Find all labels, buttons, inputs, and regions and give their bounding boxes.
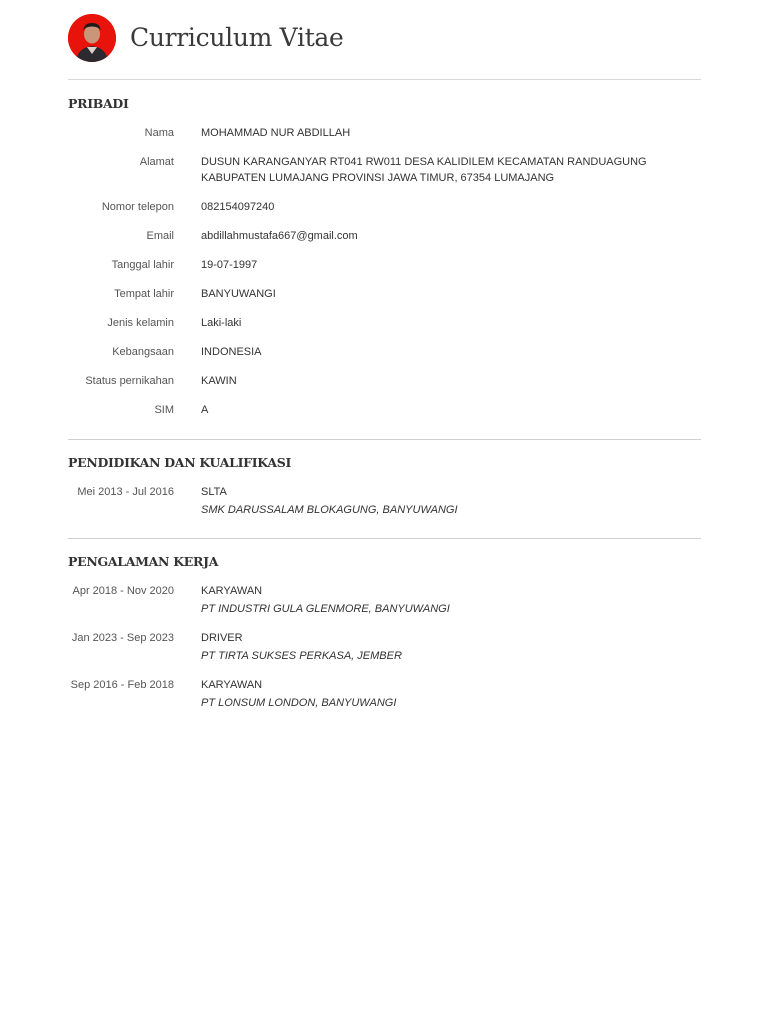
field-value: KAWIN bbox=[201, 375, 237, 387]
section-title-pribadi: PRIBADI bbox=[68, 96, 129, 111]
avatar bbox=[68, 14, 116, 62]
field-label: Kebangsaan bbox=[112, 346, 174, 358]
profile-photo-icon bbox=[68, 14, 116, 62]
section-title-pendidikan: PENDIDIKAN DAN KUALIFIKASI bbox=[68, 455, 291, 470]
education-entry bbox=[68, 484, 701, 518]
entry-details bbox=[201, 583, 671, 617]
field-row-kebangsaan bbox=[68, 344, 701, 360]
field-label: Tempat lahir bbox=[114, 288, 174, 300]
section-pendidikan bbox=[68, 440, 701, 539]
field-value: MOHAMMAD NUR ABDILLAH bbox=[201, 127, 351, 139]
section-title-pengalaman: PENGALAMAN KERJA bbox=[68, 554, 219, 569]
field-row-tempat-lahir bbox=[68, 286, 701, 302]
field-label: SIM bbox=[154, 404, 174, 416]
field-value: 19-07-1997 bbox=[201, 259, 258, 271]
entry-period: Sep 2016 - Feb 2018 bbox=[70, 679, 174, 691]
cv-header bbox=[68, 0, 701, 80]
field-value: abdillahmustafa667@gmail.com bbox=[201, 230, 358, 242]
field-label: Nomor telepon bbox=[101, 201, 174, 213]
section-pengalaman bbox=[68, 539, 701, 711]
entry-title: DRIVER bbox=[201, 632, 243, 644]
experience-entry bbox=[68, 630, 701, 664]
entry-period: Mei 2013 - Jul 2016 bbox=[77, 486, 174, 498]
field-value: A bbox=[201, 404, 209, 416]
page-title: Curriculum Vitae bbox=[130, 23, 344, 52]
field-row-sim bbox=[68, 402, 701, 418]
field-row-nomor-telepon bbox=[68, 199, 701, 215]
field-row-nama bbox=[68, 125, 701, 141]
field-value: Laki-laki bbox=[201, 317, 242, 329]
cv-page bbox=[68, 0, 701, 724]
field-label: Status pernikahan bbox=[85, 375, 174, 387]
field-row-jenis-kelamin bbox=[68, 315, 701, 331]
experience-entry bbox=[68, 677, 701, 711]
entry-place: PT INDUSTRI GULA GLENMORE, BANYUWANGI bbox=[201, 603, 450, 615]
field-row-tanggal-lahir bbox=[68, 257, 701, 273]
entry-details bbox=[201, 677, 671, 711]
entry-title: SLTA bbox=[201, 486, 227, 498]
field-value: BANYUWANGI bbox=[201, 288, 276, 300]
field-label: Nama bbox=[144, 127, 174, 139]
field-row-alamat bbox=[68, 154, 701, 186]
entry-place: SMK DARUSSALAM BLOKAGUNG, BANYUWANGI bbox=[201, 504, 458, 516]
field-value: INDONESIA bbox=[201, 346, 262, 358]
field-value: 082154097240 bbox=[201, 201, 275, 213]
entry-title: KARYAWAN bbox=[201, 679, 263, 691]
field-label: Jenis kelamin bbox=[107, 317, 174, 329]
entry-period: Apr 2018 - Nov 2020 bbox=[72, 585, 174, 597]
field-row-email bbox=[68, 228, 701, 244]
entry-title: KARYAWAN bbox=[201, 585, 263, 597]
entry-details bbox=[201, 630, 671, 664]
entry-details bbox=[201, 484, 671, 518]
field-label: Email bbox=[146, 230, 174, 242]
entry-period: Jan 2023 - Sep 2023 bbox=[71, 632, 174, 644]
field-value: DUSUN KARANGANYAR RT041 RW011 DESA KALIDILEM KECAMATAN RANDUAGUNG KABUPATEN LUMAJANG PROVINSI JAWA TIMUR, 67354 LUMAJANG bbox=[201, 156, 647, 184]
field-label: Alamat bbox=[139, 156, 174, 168]
experience-entry bbox=[68, 583, 701, 617]
field-row-status-pernikahan bbox=[68, 373, 701, 389]
field-label: Tanggal lahir bbox=[111, 259, 174, 271]
entry-place: PT LONSUM LONDON, BANYUWANGI bbox=[201, 697, 397, 709]
section-pribadi bbox=[68, 80, 701, 440]
entry-place: PT TIRTA SUKSES PERKASA, JEMBER bbox=[201, 650, 402, 662]
